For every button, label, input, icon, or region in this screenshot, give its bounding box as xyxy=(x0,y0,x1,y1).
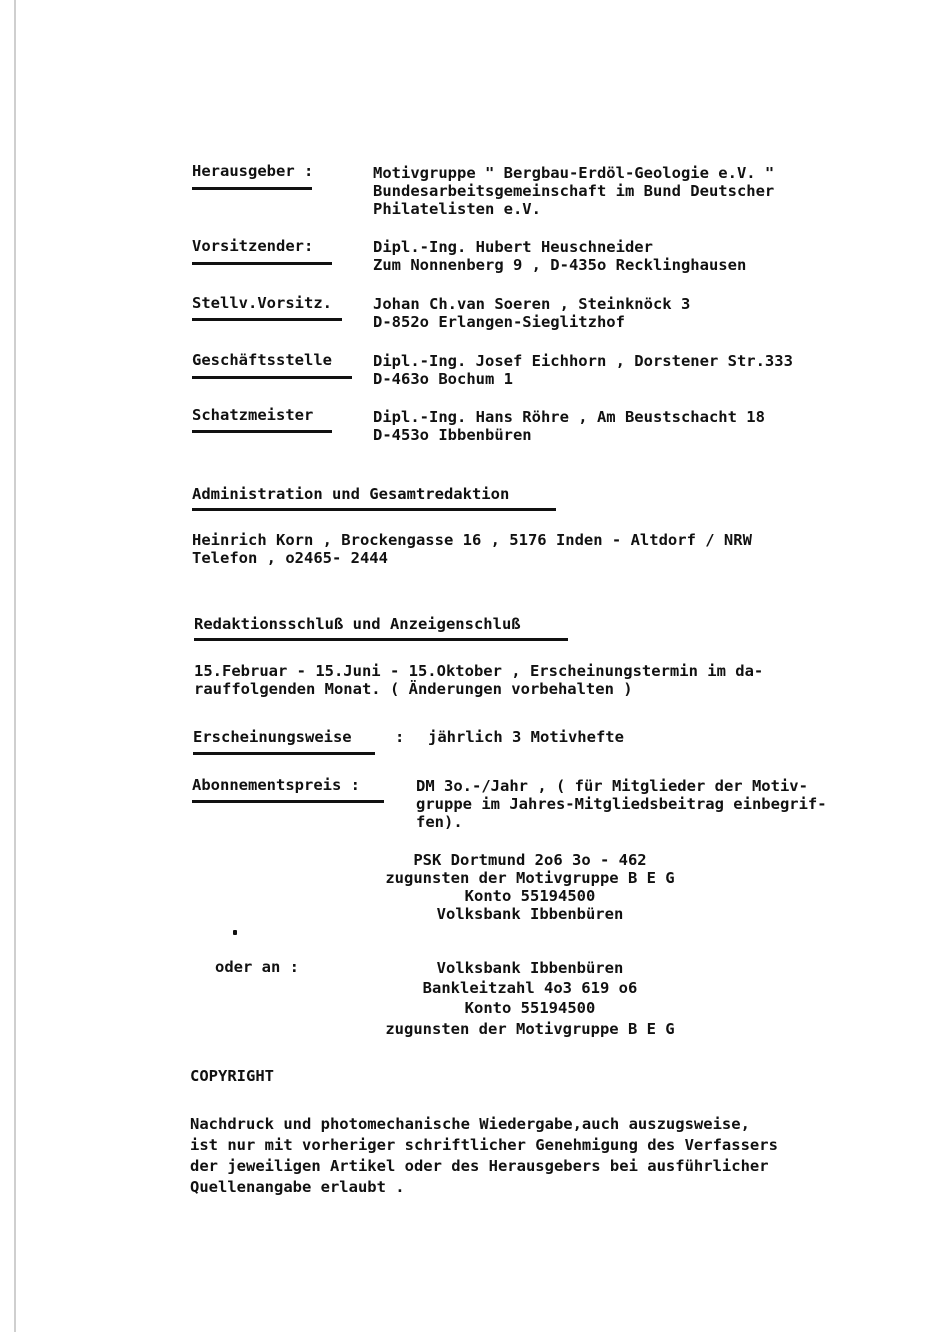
underline-treasurer xyxy=(192,430,332,433)
underline-subscription xyxy=(192,800,384,803)
heading-deadline: Redaktionsschluß und Anzeigenschluß xyxy=(194,615,521,633)
value-office: Dipl.-Ing. Josef Eichhorn , Dorstener Str.333 D-463o Bochum 1 xyxy=(373,352,793,388)
scan-edge xyxy=(14,0,16,1332)
value-treasurer: Dipl.-Ing. Hans Röhre , Am Beustschacht 18 D-453o Ibbenbüren xyxy=(373,408,765,444)
label-chairman: Vorsitzender: xyxy=(192,237,314,255)
value-chairman: Dipl.-Ing. Hubert Heuschneider Zum Nonnenberg 9 , D-435o Recklinghausen xyxy=(373,238,747,274)
underline-office xyxy=(192,376,352,379)
separator-publication: : xyxy=(395,728,405,746)
value-subscription: DM 3o.-/Jahr , ( für Mitglieder der Motiv- gruppe im Jahres-Mitgliedsbeitrag einbegrif- fen). xyxy=(416,777,827,831)
label-alternative: oder an : xyxy=(215,958,299,976)
underline-administration xyxy=(192,508,556,511)
underline-deputy xyxy=(192,318,342,321)
ink-dot xyxy=(233,930,237,935)
underline-publisher xyxy=(192,187,312,190)
heading-copyright: COPYRIGHT xyxy=(190,1067,274,1085)
bank-details-primary: PSK Dortmund 2o6 3o - 462 zugunsten der Motivgruppe B E G Konto 55194500 Volksbank Ibbenbüren xyxy=(385,851,675,923)
label-treasurer: Schatzmeister xyxy=(192,406,314,424)
value-deputy: Johan Ch.van Soeren , Steinknöck 3 D-852o Erlangen-Sieglitzhof xyxy=(373,295,691,331)
value-publisher: Motivgruppe " Bergbau-Erdöl-Geologie e.V. " Bundesarbeitsgemeinschaft im Bund Deutscher Philatelisten e.V. xyxy=(373,164,775,218)
underline-publication xyxy=(193,752,375,755)
bank-details-secondary: Volksbank Ibbenbüren Bankleitzahl 4o3 619 o6 Konto 55194500 zugunsten der Motivgruppe B E G xyxy=(385,959,675,1038)
copyright-text: Nachdruck und photomechanische Wiedergabe,auch auszugsweise, ist nur mit vorheriger schriftlicher Genehmigung des Verfassers der jeweiligen Artikel oder des Herausgebers bei ausführlicher Quellenangabe erlaubt . xyxy=(190,1115,778,1196)
underline-deadline xyxy=(194,638,568,641)
label-office: Geschäftsstelle xyxy=(192,351,332,369)
label-subscription: Abonnementspreis : xyxy=(192,776,360,794)
deadline-text: 15.Februar - 15.Juni - 15.Oktober , Erscheinungstermin im da- rauffolgenden Monat. ( Änderungen vorbehalten ) xyxy=(194,662,764,698)
label-publisher: Herausgeber : xyxy=(192,162,314,180)
heading-administration: Administration und Gesamtredaktion xyxy=(192,485,510,503)
administration-text: Heinrich Korn , Brockengasse 16 , 5176 Inden - Altdorf / NRW Telefon , o2465- 2444 xyxy=(192,531,752,567)
label-deputy: Stellv.Vorsitz. xyxy=(192,294,332,312)
value-publication: jährlich 3 Motivhefte xyxy=(428,728,624,746)
underline-chairman xyxy=(192,262,332,265)
label-publication: Erscheinungsweise xyxy=(193,728,352,746)
